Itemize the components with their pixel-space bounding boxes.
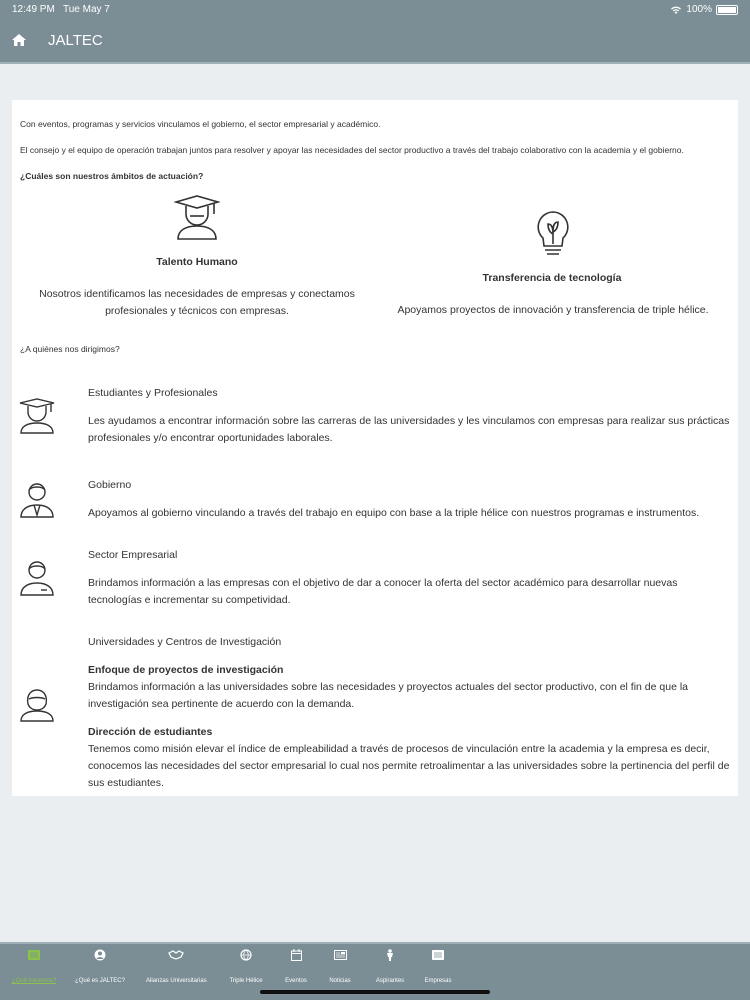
tab-que-es-jaltec[interactable] <box>70 948 130 988</box>
audience-4-sub1-text: Brindamos información a las universidades sobre las necesidades y proyectos actuales del sector productivo, con el fin de que la investigación sea pertinente de acuerdo con la demanda. <box>88 681 688 710</box>
tab-label: Alianzas Universitarias <box>146 978 207 984</box>
audience-4-sub1-title: Enfoque de proyectos de investigación <box>88 664 284 676</box>
battery-icon <box>716 5 738 15</box>
audience-1-text: Les ayudamos a encontrar información sobre las carreras de las universidades y les vinculamos con empresas para realizar sus prácticas profesionales y/o encontrar oportunidades laborales. <box>88 415 730 444</box>
audience-3-text: Brindamos información a las empresas con el objetivo de dar a conocer la oferta del sector académico para desarrollar nuevas tecnologías e incrementar su competividad. <box>88 577 678 606</box>
handshake-icon <box>168 948 184 962</box>
list-icon <box>28 948 40 962</box>
tab-label: ¿Qué es JALTEC? <box>75 978 125 984</box>
audience-4-sub2-title: Dirección de estudiantes <box>88 726 213 738</box>
audience-2-text: Apoyamos al gobierno vinculando a través del trabajo en equipo con base a la triple hélice con nuestros programas e instrumentos. <box>88 507 700 519</box>
person-icon <box>386 948 394 962</box>
tab-que-hacemos[interactable] <box>4 948 64 988</box>
area-2-text: Apoyamos proyectos de innovación y transferencia de triple hélice. <box>397 304 709 316</box>
calendar-icon <box>291 948 302 962</box>
top-navbar <box>0 20 750 64</box>
area-1-text: Nosotros identificamos las necesidades de empresas y conectamos profesionales y técnicos con empresas. <box>39 288 355 317</box>
graduate-icon <box>174 194 220 240</box>
info-circle-icon <box>94 948 106 962</box>
audience-1-title: Estudiantes y Profesionales <box>88 387 218 399</box>
researcher-icon <box>18 688 56 722</box>
intro-line-1: Con eventos, programas y servicios vinculamos el gobierno, el sector empresarial y académico. <box>20 119 381 129</box>
tab-label: Empresas <box>424 978 452 984</box>
status-time: 12:49 PM Tue May 7 <box>12 4 110 15</box>
lightbulb-icon <box>536 210 570 258</box>
tab-alianzas[interactable] <box>146 948 206 988</box>
battery-label: 100% <box>686 4 712 15</box>
list-icon <box>432 948 444 962</box>
areas-question: ¿Cuáles son nuestros ámbitos de actuación? <box>20 171 204 181</box>
area-2-title: Transferencia de tecnología <box>482 272 622 284</box>
status-right <box>670 4 738 15</box>
audience-3-title: Sector Empresarial <box>88 549 178 561</box>
home-icon[interactable] <box>12 34 26 46</box>
audience-question: ¿A quiénes nos dirigimos? <box>20 344 120 354</box>
status-bar <box>0 0 750 20</box>
wifi-icon <box>670 5 682 15</box>
tab-label: Aspirantes <box>375 978 405 984</box>
government-person-icon <box>18 482 56 518</box>
tab-label: Noticias <box>329 978 351 984</box>
area-1-title: Talento Humano <box>156 256 238 268</box>
newspaper-icon <box>334 948 347 962</box>
app-title: JALTEC <box>48 32 103 49</box>
business-person-icon <box>18 560 56 596</box>
audience-4-sub2-text: Tenemos como misión elevar el índice de empleabilidad a través de procesos de vinculación entre la academia y la empresa es decir, conocemos las necesidades del sector empresarial lo cual nos permite retroalimentar a las universidades sobre la pertinencia del perfil de sus estudiantes. <box>88 743 730 789</box>
tab-label: Eventos <box>285 978 307 984</box>
audience-4-title: Universidades y Centros de Investigación <box>88 636 282 648</box>
tab-label: Triple Hélice <box>229 978 263 984</box>
home-indicator <box>260 990 490 994</box>
tab-empresas[interactable] <box>408 948 468 988</box>
student-icon <box>18 398 56 434</box>
globe-icon <box>240 948 252 962</box>
tab-label: ¿Qué hacemos? <box>11 978 57 984</box>
content-card <box>12 100 738 796</box>
audience-2-title: Gobierno <box>88 479 132 491</box>
intro-line-2: El consejo y el equipo de operación trabajan juntos para resolver y apoyar las necesidades del sector productivo a través del trabajo colaborativo con la academia y el gobierno. <box>20 145 684 155</box>
